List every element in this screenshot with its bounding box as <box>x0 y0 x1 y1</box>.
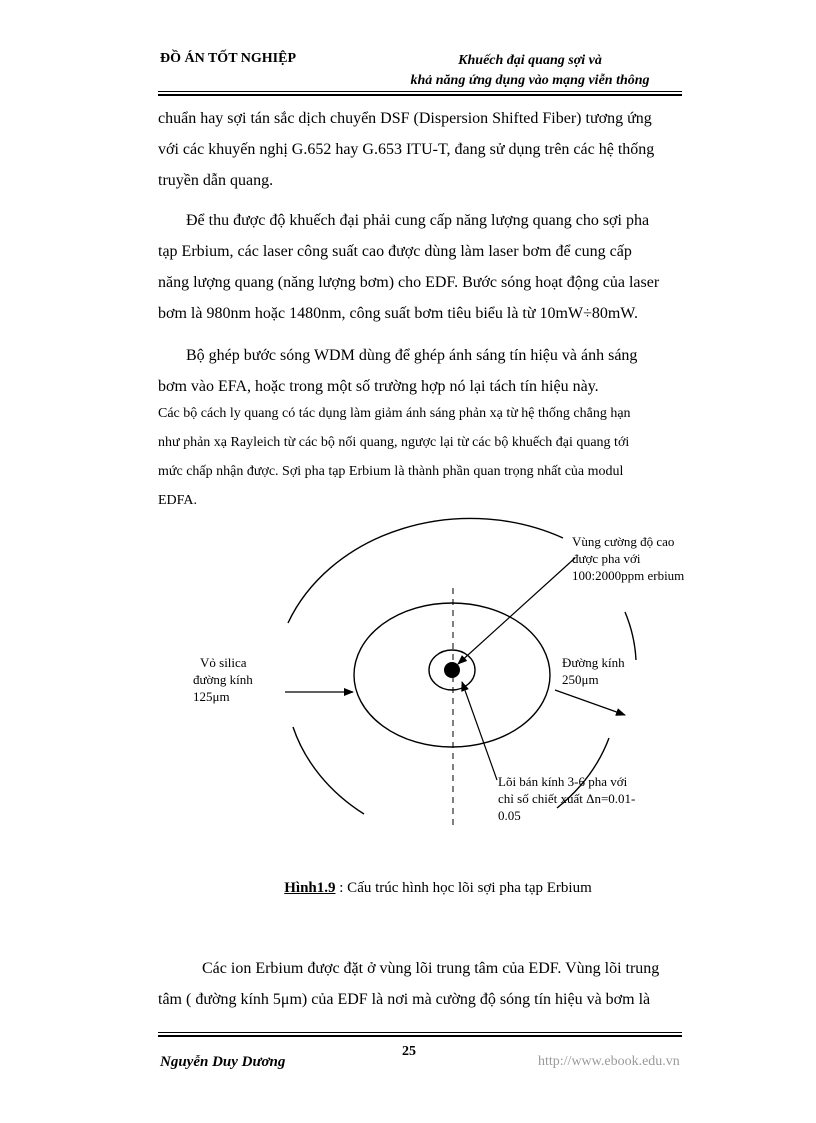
paragraph-5 <box>158 953 714 1015</box>
header-right-line1: Khuếch đại quang sợi và <box>458 53 602 68</box>
caption-text: : Cấu trúc hình học lõi sợi pha tạp Erbium <box>335 880 592 896</box>
paragraph-line: Bộ ghép bước sóng WDM dùng để ghép ánh sáng tín hiệu và ánh sáng <box>186 347 638 364</box>
footer-rule-thin <box>158 1032 682 1033</box>
outer-circle-arc-right-upper <box>625 612 636 660</box>
header-right-line2: khả năng ứng dụng vào mạng viễn thông <box>410 73 650 88</box>
paragraph-line: truyền dẫn quang. <box>158 172 274 189</box>
page-number: 25 <box>402 1044 416 1059</box>
footer-rule-thick <box>158 1035 682 1037</box>
outer-circle-arc-left-lower <box>293 727 364 814</box>
outer-circle-arc-top <box>288 518 563 623</box>
label-diameter: Đường kính 250μm <box>562 655 625 687</box>
paragraph-line: Các bộ cách ly quang có tác dụng làm giảm ánh sáng phản xạ từ hệ thống chẳng hạn <box>158 406 631 421</box>
label-high-intensity-zone: Vùng cường độ cao được pha với 100:2000ppm erbium <box>572 534 685 583</box>
paragraph-line: với các khuyến nghị G.652 hay G.653 ITU-T, đang sử dụng trên các hệ thống <box>158 141 655 158</box>
header-title-left: ĐỒ ÁN TỐT NGHIỆP <box>160 51 297 66</box>
paragraph-line: Các ion Erbium được đặt ở vùng lõi trung tâm của EDF. Vùng lõi trung <box>202 960 660 977</box>
paragraph-line: tạp Erbium, các laser công suất cao được dùng làm laser bơm để cung cấp <box>158 243 632 260</box>
paragraph-line: chuẩn hay sợi tán sắc dịch chuyển DSF (Dispersion Shifted Fiber) tương ứng <box>158 110 652 127</box>
arrow-core <box>462 682 497 780</box>
label-silica-shell: Vỏ silica đường kính 125μm <box>193 655 253 704</box>
paragraph-line: bơm là 980nm hoặc 1480nm, công suất bơm tiêu biểu là từ 10mW÷80mW. <box>158 305 638 322</box>
arrow-diameter <box>555 690 625 715</box>
caption-label: Hình1.9 <box>284 880 336 896</box>
core-dot <box>444 662 460 678</box>
figure-caption <box>160 880 716 897</box>
paragraph-line: Để thu được độ khuếch đại phải cung cấp năng lượng quang cho sợi pha <box>186 212 650 229</box>
paragraph-line: tâm ( đường kính 5μm) của EDF là nơi mà cường độ sóng tín hiệu và bơm là <box>158 991 651 1008</box>
label-core: Lõi bán kính 3-6 pha với chỉ số chiết xuất Δn=0.01- 0.05 <box>498 774 636 823</box>
arrow-high-zone <box>458 558 575 664</box>
paragraph-line: mức chấp nhận được. Sợi pha tạp Erbium là thành phần quan trọng nhất của modul <box>158 464 624 479</box>
paragraph-line: năng lượng quang (năng lượng bơm) cho EDF. Bước sóng hoạt động của laser <box>158 274 660 291</box>
footer-author: Nguyễn Duy Dương <box>160 1054 286 1070</box>
paragraph-line: bơm vào EFA, hoặc trong một số trường hợp nó lại tách tín hiệu này. <box>158 378 599 395</box>
paragraph-line: như phản xạ Rayleich từ các bộ nối quang, ngược lại từ các bộ khuếch đại quang tới <box>158 435 630 450</box>
footer-url[interactable]: http://www.ebook.edu.vn <box>538 1054 680 1069</box>
paragraph-line: EDFA. <box>158 493 198 508</box>
